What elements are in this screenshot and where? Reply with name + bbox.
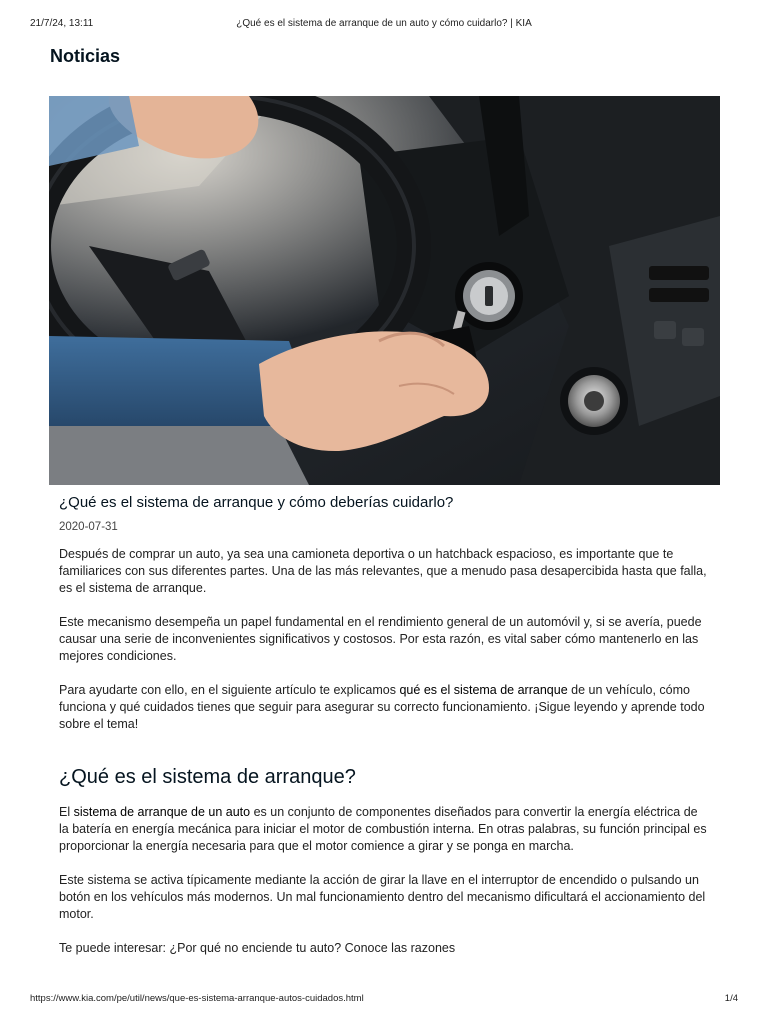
print-footer: [30, 993, 738, 1007]
article-paragraph: Después de comprar un auto, ya sea una camioneta deportiva o un hatchback espacioso, es importante que te familiarices con sus diferentes partes. Una de las más relevantes, que a menudo pasa desapercibida hasta que falla, es el sistema de arranque.: [59, 547, 707, 595]
article: [59, 492, 709, 957]
paragraph-text: de un vehículo, cómo funciona y qué cuidados tienes que seguir para asegurar su correcto funcionamiento. ¡Sigue leyendo y aprende todo sobre el tema!: [59, 683, 705, 731]
hero-image: [49, 96, 720, 485]
print-page-title: ¿Qué es el sistema de arranque de un auto y cómo cuidarlo? | KIA: [236, 18, 532, 29]
article-date: 2020-07-31: [59, 521, 118, 533]
bold-keyword: sistema de arranque de un auto: [73, 805, 251, 819]
paragraph-text: El: [59, 805, 74, 819]
paragraph-text: es un conjunto de componentes diseñados para convertir la energía eléctrica de la batería en energía mecánica para iniciar el motor de combustión interna. En otras palabras, su función principal es proporcionar la energía necesaria para que el motor comience a girar y se ponga en marcha.: [59, 805, 707, 853]
related-link-text[interactable]: Te puede interesar: ¿Por qué no enciende tu auto? Conoce las razones: [59, 941, 456, 955]
article-paragraph: Este mecanismo desempeña un papel fundamental en el rendimiento general de un automóvil y, si se avería, puede causar una serie de inconvenientes significativos y costosos. Por esta razón, es vital saber cómo mantenerlo en las mejores condiciones.: [59, 615, 702, 663]
page-url: https://www.kia.com/pe/util/news/que-es-sistema-arranque-autos-cuidados.html: [30, 993, 364, 1004]
article-paragraph: Este sistema se activa típicamente mediante la acción de girar la llave en el interruptor de encendido o pulsando un botón en los vehículos más modernos. Un mal funcionamiento dentro del mecanismo dificultará el accionamiento del motor.: [59, 873, 706, 921]
car-key-in-ignition-photo: [49, 96, 720, 485]
section-label: Noticias: [50, 46, 121, 66]
article-title: ¿Qué es el sistema de arranque y cómo deberías cuidarlo?: [59, 494, 454, 511]
print-header: [30, 18, 738, 32]
paragraph-text: Para ayudarte con ello, en el siguiente artículo te explicamos: [59, 683, 400, 697]
bold-keyword: qué es el sistema de arranque: [399, 683, 568, 697]
section-heading: ¿Qué es el sistema de arranque?: [59, 766, 356, 788]
article-paragraph: [59, 804, 709, 855]
page-number: 1/4: [724, 993, 738, 1004]
article-paragraph: [59, 682, 709, 733]
print-datetime: 21/7/24, 13:11: [30, 18, 94, 29]
